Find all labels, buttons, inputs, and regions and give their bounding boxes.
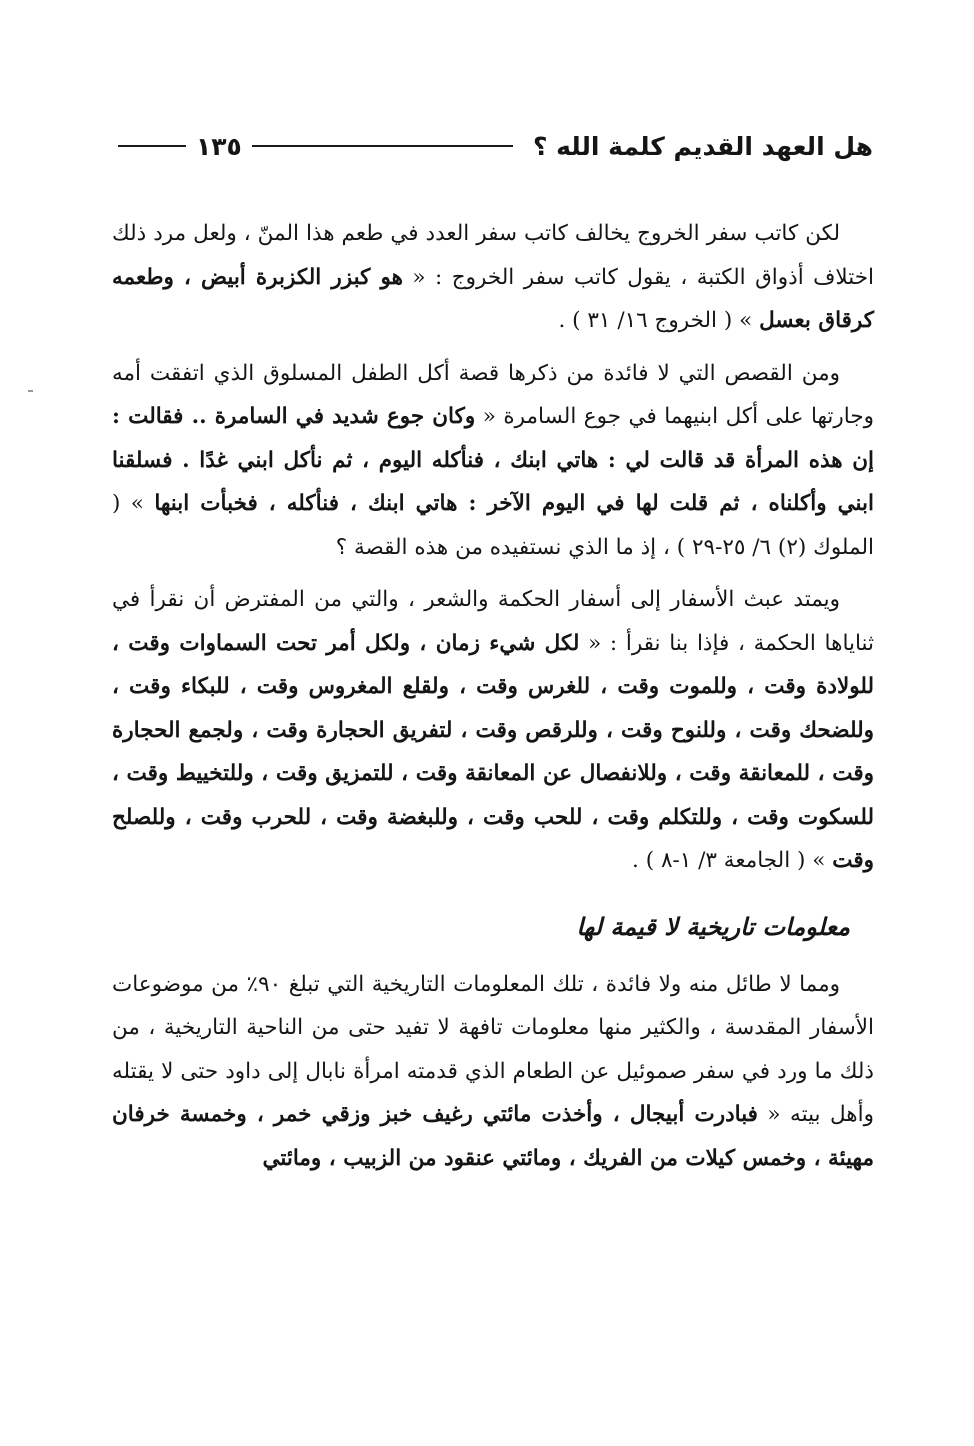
header-rule-long (252, 145, 513, 147)
paragraph (112, 352, 874, 570)
text-run: ومن القصص التي لا فائدة من ذكرها قصة أكل الطفل المسلوق الذي اتفقت أمه وجارتها على أكل ابنيهما في جوع السامرة « (112, 360, 874, 429)
quoted-text: لكل شيء زمان ، ولكل أمر تحت السماوات وقت ، للولادة وقت ، وللموت وقت ، للغرس وقت ، ولقلع المغروس وقت ، للبكاء وقت ، وللضحك وقت ، وللنوح وقت ، وللرقص وقت ، لتفريق الحجارة وقت ، ولجمع الحجارة وقت ، للمعانقة وقت ، وللانفصال عن المعانقة وقت ، للتمزيق وقت ، وللتخييط وقت ، للسكوت وقت ، وللتكلم وقت ، للحب وقت ، وللبغضة وقت ، للحرب وقت ، وللصلح وقت (112, 630, 874, 873)
text-run: » ( الجامعة ٣/ ١-٨ ) . (632, 848, 833, 873)
header-rule-short (118, 145, 186, 147)
quoted-text: فبادرت أبيجال ، وأخذت مائتي رغيف خبز وزقي خمر ، وخمسة خرفان مهيئة ، وخمس كيلات من الفريك ، ومائتي عنقود من الزبيب ، ومائتي (112, 1102, 874, 1171)
paragraph (112, 578, 874, 883)
paragraph (112, 963, 874, 1181)
text-run: ومما لا طائل منه ولا فائدة ، تلك المعلومات التاريخية التي تبلغ ٩٠٪ من موضوعات الأسفار المقدسة ، والكثير منها معلومات تافهة لا تفيد حتى من الناحية التاريخية ، من ذلك ما ورد في سفر صموئيل عن الطعام الذي قدمته امرأة نابال إلى داود حتى لا يقتله وأهل بيته « (112, 971, 874, 1127)
text-run: ويمتد عبث الأسفار إلى أسفار الحكمة والشعر ، والتي من المفترض أن نقرأ في ثناياها الحكمة ، فإذا بنا نقرأ : « (112, 587, 874, 656)
quoted-text: هو كبزر الكزبرة أبيض ، وطعمه كرقاق بعسل (112, 264, 874, 333)
section-heading: معلومات تاريخية لا قيمة لها (576, 912, 850, 941)
text-run: » ( الملوك (٢) ٦/ ٢٥-٢٩ ) ، إذ ما الذي نستفيده من هذه القصة ؟ (112, 491, 874, 560)
page-number: ١٣٥ (196, 131, 242, 161)
quoted-text: وكان جوع شديد في السامرة .. فقالت : إن هذه المرأة قد قالت لي : هاتي ابنك ، فنأكله اليوم ، ثم نأكل ابني غدًا . فسلقنا ابني وأكلناه ، ثم قلت لها في اليوم الآخر : هاتي ابنك ، فنأكله ، فخبأت ابنها (112, 404, 874, 516)
margin-mark (28, 390, 33, 392)
text-run: » ( الخروج ١٦/ ٣١ ) . (558, 308, 760, 333)
paragraph (112, 212, 874, 343)
running-header (118, 126, 873, 166)
header-title: هل العهد القديم كلمة الله ؟ (532, 131, 873, 161)
body-text (112, 212, 874, 1189)
text-run: لكن كاتب سفر الخروج يخالف كاتب سفر العدد في طعم هذا المنّ ، ولعل مرد ذلك اختلاف أذواق الكتبة ، يقول كاتب سفر الخروج : « (112, 221, 875, 290)
